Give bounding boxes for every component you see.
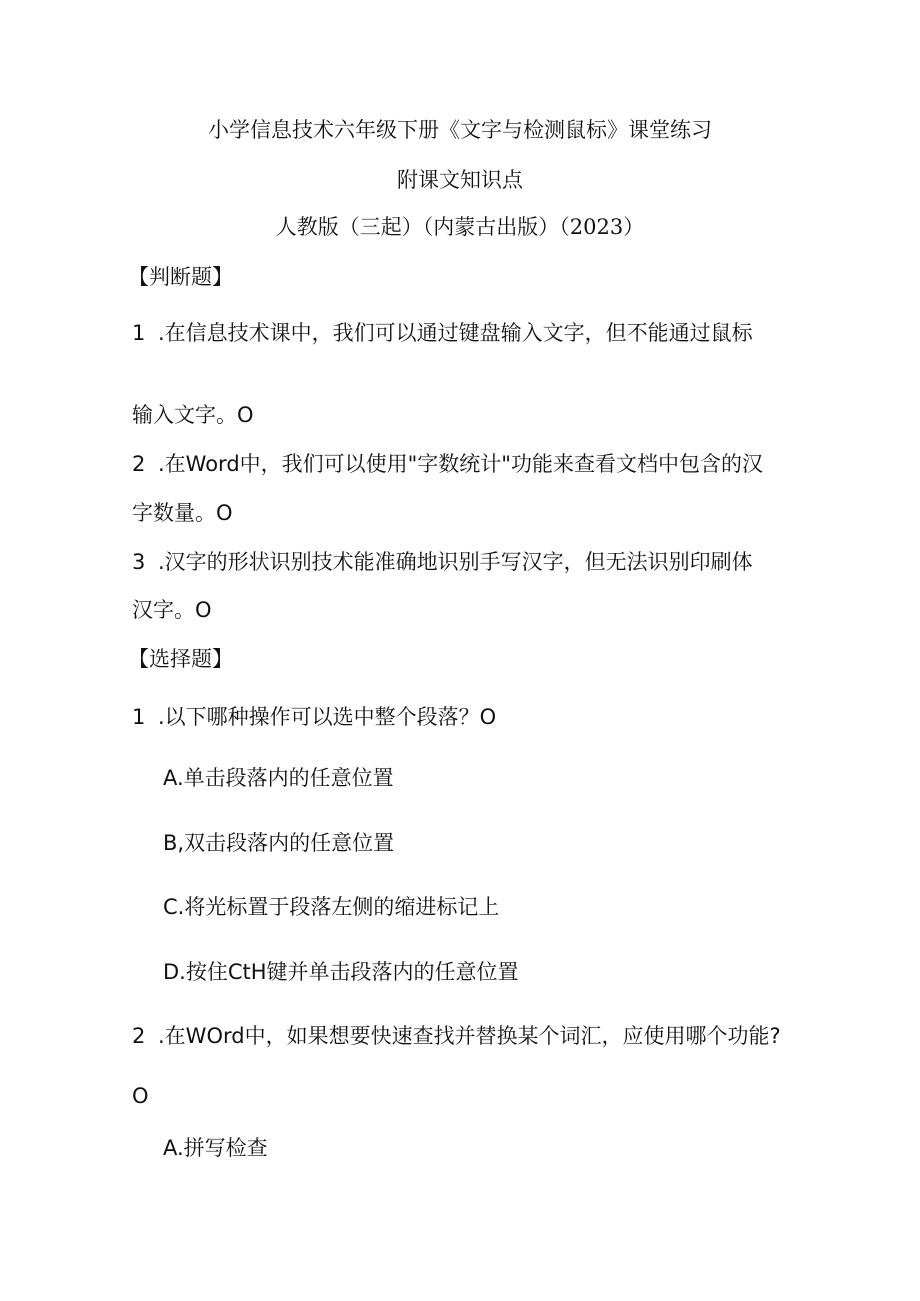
choice-option-1a: A.单击段落内的任意位置 (163, 766, 394, 790)
judgement-question-1 (132, 319, 753, 347)
question-text: .汉字的形状识别技术能准确地识别手写汉字，但无法识别印刷体 (158, 550, 753, 574)
judgement-question-2 (132, 450, 763, 478)
document-title-line2: 附课文知识点 (397, 168, 523, 192)
question-text: .在信息技术课中，我们可以通过键盘输入文字，但不能通过鼠标 (158, 321, 753, 345)
choice-option-1c: C.将光标置于段落左侧的缩进标记上 (163, 895, 500, 919)
judgement-question-2-continued: 字数量。O (132, 501, 233, 525)
choice-option-2a: A.拼写检查 (163, 1136, 268, 1160)
judgement-question-3 (132, 548, 753, 576)
question-number: 3 (132, 550, 146, 574)
question-text: .以下哪种操作可以选中整个段落？O (158, 705, 497, 729)
judgement-question-3-continued: 汉字。O (132, 598, 212, 622)
question-number: 2 (132, 452, 146, 476)
choice-question-2 (132, 1022, 781, 1050)
document-title-line1: 小学信息技术六年级下册《文字与检测鼠标》课堂练习 (208, 118, 712, 142)
choice-question-1 (132, 703, 496, 731)
section-heading-choice: 【选择题】 (128, 647, 233, 671)
question-number: 1 (132, 321, 146, 345)
choice-option-1d: D.按住CtH键并单击段落内的任意位置 (163, 960, 519, 984)
question-text: .在Word中，我们可以使用"字数统计"功能来查看文档中包含的汉 (158, 452, 763, 476)
section-heading-judgement: 【判断题】 (128, 265, 233, 289)
choice-question-2-continued: O (132, 1084, 149, 1108)
judgement-question-1-continued: 输入文字。O (132, 403, 254, 427)
choice-option-1b: B,双击段落内的任意位置 (163, 831, 395, 855)
question-text: .在WOrd中，如果想要快速查找并替换某个词汇，应使用哪个功能? (158, 1024, 781, 1048)
question-number: 2 (132, 1024, 146, 1048)
question-number: 1 (132, 705, 146, 729)
document-title-line3: 人教版（三起）（内蒙古出版）（2023） (275, 215, 645, 239)
